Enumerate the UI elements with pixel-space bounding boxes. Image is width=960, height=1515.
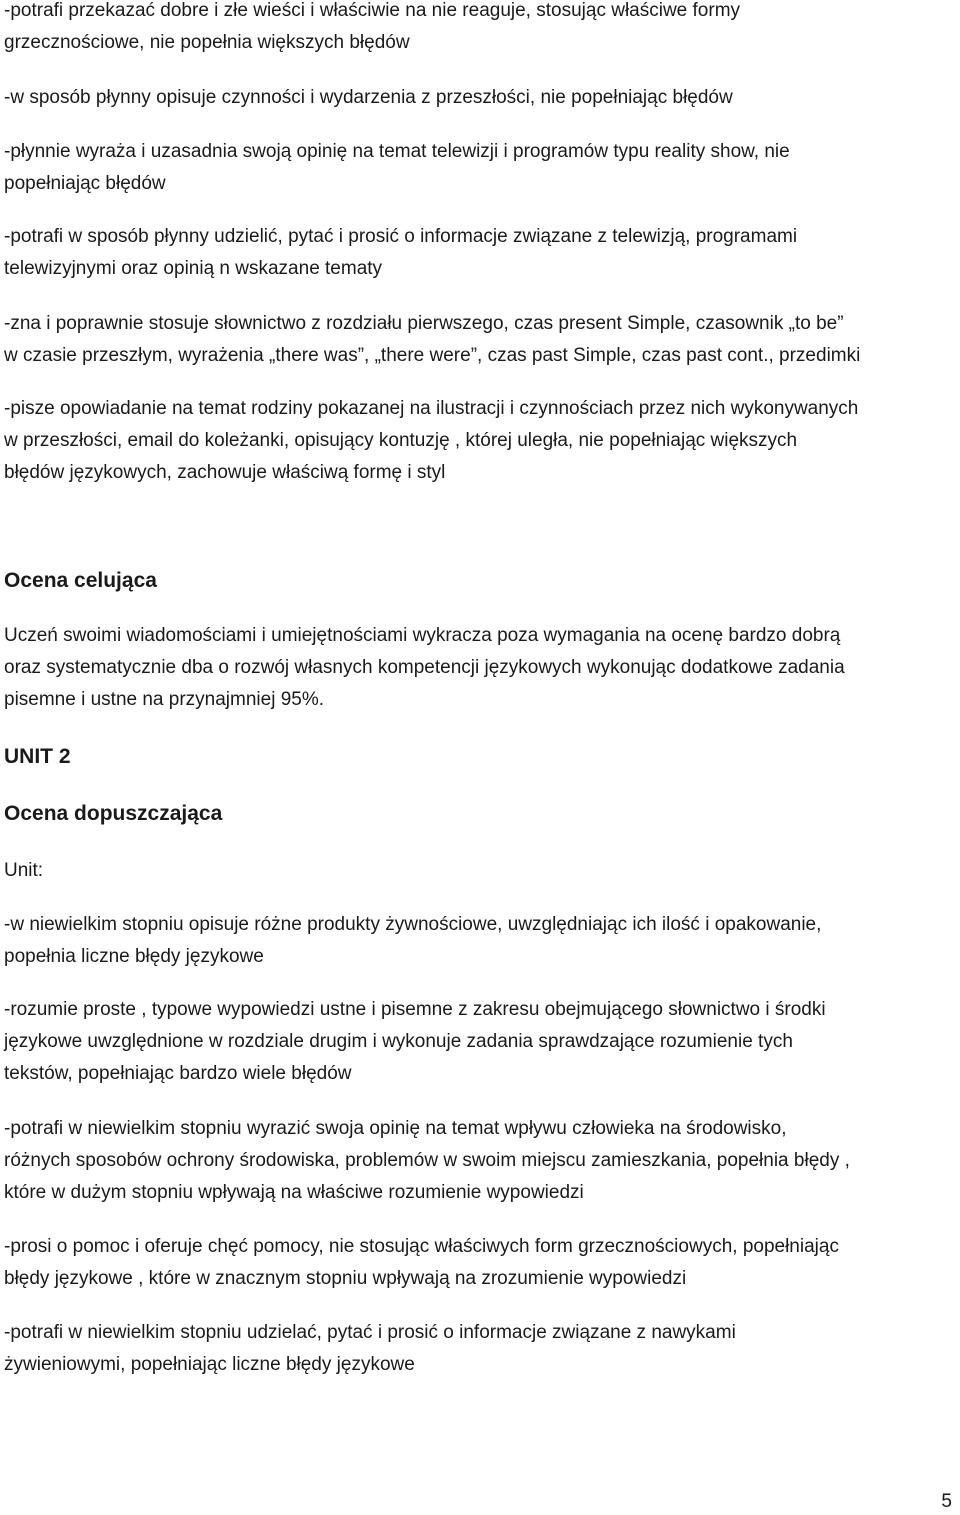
paragraph-line: różnych sposobów ochrony środowiska, problemów w swoim miejscu zamieszkania, popełnia błędy , bbox=[4, 1150, 850, 1171]
paragraph-line: tekstów, popełniając bardzo wiele błędów bbox=[4, 1063, 352, 1084]
paragraph-past-events bbox=[4, 82, 956, 114]
paragraph-food-products bbox=[4, 909, 956, 973]
paragraph-line: popełniając błędów bbox=[4, 173, 166, 194]
paragraph-celujaca-description bbox=[4, 620, 956, 716]
unit-label bbox=[4, 855, 956, 887]
paragraph-good-bad-news bbox=[4, 0, 956, 59]
heading-ocena-dopuszczajaca: Ocena dopuszczająca bbox=[4, 802, 223, 825]
unit-label-text: Unit: bbox=[4, 860, 44, 881]
heading-ocena-celujaca: Ocena celująca bbox=[4, 569, 157, 592]
paragraph-line: -potrafi w niewielkim stopniu wyrazić swoja opinię na temat wpływu człowieka na środowisko, bbox=[4, 1118, 787, 1139]
paragraph-tv-opinion bbox=[4, 136, 956, 200]
paragraph-line: Uczeń swoimi wiadomościami i umiejętnościami wykracza poza wymagania na ocenę bardzo dobrą bbox=[4, 625, 841, 646]
paragraph-line: błędy językowe , które w znacznym stopniu wpływają na zrozumienie wypowiedzi bbox=[4, 1268, 687, 1289]
paragraph-line: -w niewielkim stopniu opisuje różne produkty żywnościowe, uwzględniając ich ilość i opakowanie, bbox=[4, 914, 822, 935]
paragraph-line: żywieniowymi, popełniając liczne błędy językowe bbox=[4, 1354, 415, 1375]
page-number: 5 bbox=[941, 1491, 952, 1512]
paragraph-line: -prosi o pomoc i oferuje chęć pomocy, nie stosując właściwych form grzecznościowych, popełniając bbox=[4, 1236, 839, 1257]
paragraph-line: -potrafi przekazać dobre i złe wieści i właściwie na nie reaguje, stosując właściwe formy bbox=[4, 0, 741, 21]
paragraph-line: -płynnie wyraża i uzasadnia swoją opinię na temat telewizji i programów typu reality show, nie bbox=[4, 141, 790, 162]
paragraph-writing bbox=[4, 393, 956, 489]
paragraph-line: -pisze opowiadanie na temat rodziny pokazanej na ilustracji i czynnościach przez nich wykonywanych bbox=[4, 398, 859, 419]
paragraph-line: pisemne i ustne na przynajmniej 95%. bbox=[4, 689, 325, 710]
paragraph-line: telewizyjnymi oraz opinią n wskazane tematy bbox=[4, 258, 383, 279]
paragraph-line: w przeszłości, email do koleżanki, opisujący kontuzję , której uległa, nie popełniając większych bbox=[4, 430, 798, 451]
paragraph-line: językowe uwzględnione w rozdziale drugim i wykonuje zadania sprawdzające rozumienie tych bbox=[4, 1031, 793, 1052]
paragraph-environment-opinion bbox=[4, 1113, 956, 1209]
paragraph-line: które w dużym stopniu wpływają na właściwe rozumienie wypowiedzi bbox=[4, 1182, 584, 1203]
paragraph-line: -potrafi w niewielkim stopniu udzielać, pytać i prosić o informacje związane z nawykami bbox=[4, 1322, 736, 1343]
paragraph-line: błędów językowych, zachowuje właściwą formę i styl bbox=[4, 462, 446, 483]
paragraph-line: w czasie przeszłym, wyrażenia „there was”, „there were”, czas past Simple, czas past cont., przedimki bbox=[4, 345, 861, 366]
paragraph-line: -w sposób płynny opisuje czynności i wydarzenia z przeszłości, nie popełniając błędów bbox=[4, 87, 733, 108]
paragraph-line: grzecznościowe, nie popełnia większych błędów bbox=[4, 32, 410, 53]
paragraph-tv-information bbox=[4, 221, 956, 285]
paragraph-line: popełnia liczne błędy językowe bbox=[4, 946, 264, 967]
paragraph-eating-habits bbox=[4, 1317, 956, 1381]
paragraph-line: oraz systematycznie dba o rozwój własnych kompetencji językowych wykonując dodatkowe zadania bbox=[4, 657, 845, 678]
paragraph-understanding bbox=[4, 994, 956, 1090]
heading-unit-2: UNIT 2 bbox=[4, 745, 71, 768]
paragraph-line: -zna i poprawnie stosuje słownictwo z rozdziału pierwszego, czas present Simple, czasownik „to be” bbox=[4, 313, 844, 334]
paragraph-help-offer bbox=[4, 1231, 956, 1295]
paragraph-line: -potrafi w sposób płynny udzielić, pytać i prosić o informacje związane z telewizją, programami bbox=[4, 226, 798, 247]
paragraph-vocabulary-grammar bbox=[4, 308, 956, 372]
paragraph-line: -rozumie proste , typowe wypowiedzi ustne i pisemne z zakresu obejmującego słownictwo i środki bbox=[4, 999, 826, 1020]
